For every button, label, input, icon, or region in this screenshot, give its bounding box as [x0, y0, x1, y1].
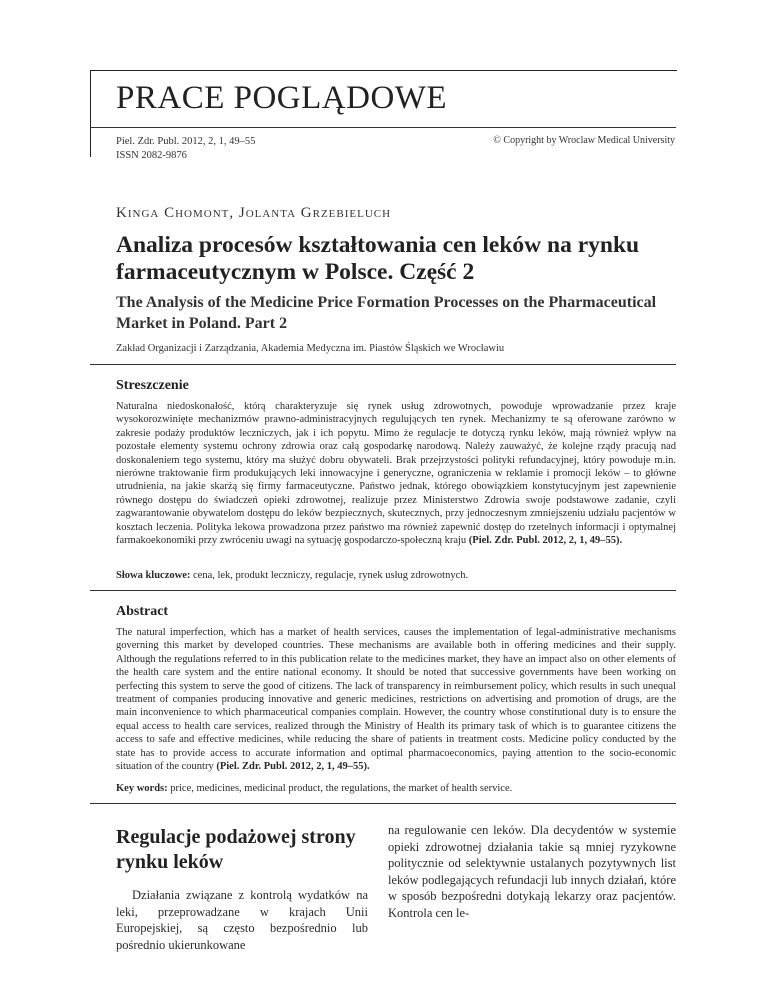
- keywords-divider: [90, 590, 676, 591]
- keywords-pl: [116, 570, 468, 581]
- streszczenie-section: [116, 378, 676, 547]
- streszczenie-citation: (Piel. Zdr. Publ. 2012, 2, 1, 49–55).: [468, 535, 623, 547]
- keywords-pl-label: Słowa kluczowe:: [116, 570, 191, 581]
- abstract-heading: Abstract: [116, 604, 169, 619]
- keywords-en-list: price, medicines, medicinal product, the regulations, the market of health service.: [170, 783, 513, 794]
- authors: Kinga Chomont, Jolanta Grzebieluch: [116, 205, 392, 221]
- affiliation-divider: [90, 364, 676, 365]
- abstract-divider: [90, 803, 676, 804]
- keywords-en-label: Key words:: [116, 783, 168, 794]
- title-english: The Analysis of the Medicine Price Formation Processes on the Pharmaceutical Market in Poland. Part 2: [116, 294, 657, 332]
- section-title: PRACE POGLĄDOWE: [116, 80, 448, 116]
- keywords-pl-list: cena, lek, produkt leczniczy, regulacje, rynek usług zdrowotnych.: [193, 570, 469, 581]
- journal-info: [116, 135, 255, 162]
- body-left-column: [116, 825, 368, 953]
- body-right-column: [388, 822, 676, 921]
- abstract-section: [116, 604, 676, 773]
- title-polish: Analiza procesów kształtowania cen leków na rynku farmaceutycznym w Polsce. Część 2: [116, 232, 640, 285]
- body-paragraph-right: na regulowanie cen leków. Dla decydentów w systemie opieki zdrowotnej działania takie są mniej ryzykowne politycznie od selektywnie ustalanych pozytywnych list leków podlegających refundacji lub innych działań, które w sposób bezpośredni dotykają lekarzy oraz pacjentów. Kontrola cen le-: [388, 823, 676, 920]
- header-divider: [90, 127, 676, 128]
- keywords-en: [116, 783, 512, 794]
- streszczenie-heading: Streszczenie: [116, 378, 189, 393]
- section-heading: Regulacje podażowej strony rynku leków: [116, 826, 356, 873]
- body-paragraph-left: Działania związane z kontrolą wydatków na leki, przeprowadzane w krajach Unii Europejskiej, są często bezpośrednio lub pośrednio ukierunkowane: [116, 888, 368, 952]
- abstract-citation: (Piel. Zdr. Publ. 2012, 2, 1, 49–55).: [216, 761, 370, 773]
- journal-citation: Piel. Zdr. Publ. 2012, 2, 1, 49–55: [116, 136, 256, 147]
- journal-issn: ISSN 2082-9876: [116, 149, 187, 161]
- affiliation: Zakład Organizacji i Zarządzania, Akademia Medyczna im. Piastów Śląskich we Wrocławiu: [116, 343, 505, 354]
- copyright-notice: © Copyright by Wroclaw Medical University: [493, 135, 675, 146]
- streszczenie-text: Naturalna niedoskonałość, którą charakteryzuje się rynek usług zdrowotnych, powoduje wprowadzanie przez kraje wysokorozwinięte mechanizmów prawno-administracyjnych regulujących ten rynek. Mechanizmy te są oferowane zarówno w zakresie podaży produktów leczniczych, jak i ich popytu. Mimo że regulacje te dotyczą rynku leków, mają również wpływ na pozostałe elementy systemu ochrony zdrowia oraz całą gospodarkę narodową. Należy zauważyć, że kolejne rządy pracują nad doskonaleniem tego systemu, który ma służyć dobru obywateli. Brak przejrzystości polityki refundacyjnej, który powoduje m.in. nierówne traktowanie firm produkujących leki innowacyjne i generyczne, ograniczenia w reklamie i promocji leków – to główne utrudnienia, na jakie skarżą się firmy farmaceutyczne. Państwo jednak, którego obowiązkiem konstytucyjnym jest zapewnienie równego dostępu do świadczeń opieki zdrowotnej, realizuje przez Ministerstwo Zdrowia swoje podstawowe zadanie, czyli zagwarantowanie obywatelom dostępu do leków bezpiecznych, skutecznych, przy jednoczesnym zmniejszeniu udziału pacjentów w kosztach leczenia. Polityka lekowa prowadzona przez państwo ma również zapewnić dostęp do rzetelnych informacji i optymalnej farmakoekonomiki przy zwróceniu uwagi na sytuację gospodarczo-społeczną kraju (Piel. Zdr. Publ. 2012, 2, 1, 49–55).: [116, 401, 676, 547]
- abstract-text: The natural imperfection, which has a market of health services, causes the implementation of legal-administrative mechanisms governing this market by developed countries. These mechanisms are available both in offering medicines and their supply. Although the regulations referred to in this publication relate to the medicines market, they have an impact also on other elements of the health care system and the entire national economy. It should be noted that successive governments have been working on perfecting this system to serve the good of citizens. The lack of transparency in reimbursement policy, which results in such unequal treatment of companies producing innovative and generic medicines, restrictions on advertising and promotion of drugs, are the main inconvenience to which pharmaceutical companies complain. However, the country whose constitutional duty is to ensure the equal access to health care services, realized through the Ministry of Health its primary task of which is to guarantee citizens the access to safe and effective medicines, while reducing the share of patients in treatment costs. Medicine policy conducted by the state has to provide access to accurate information and optimal pharmacoeconomics, paying attention to the socio-economic situation of the country (Piel. Zdr. Publ. 2012, 2, 1, 49–55).: [116, 627, 676, 773]
